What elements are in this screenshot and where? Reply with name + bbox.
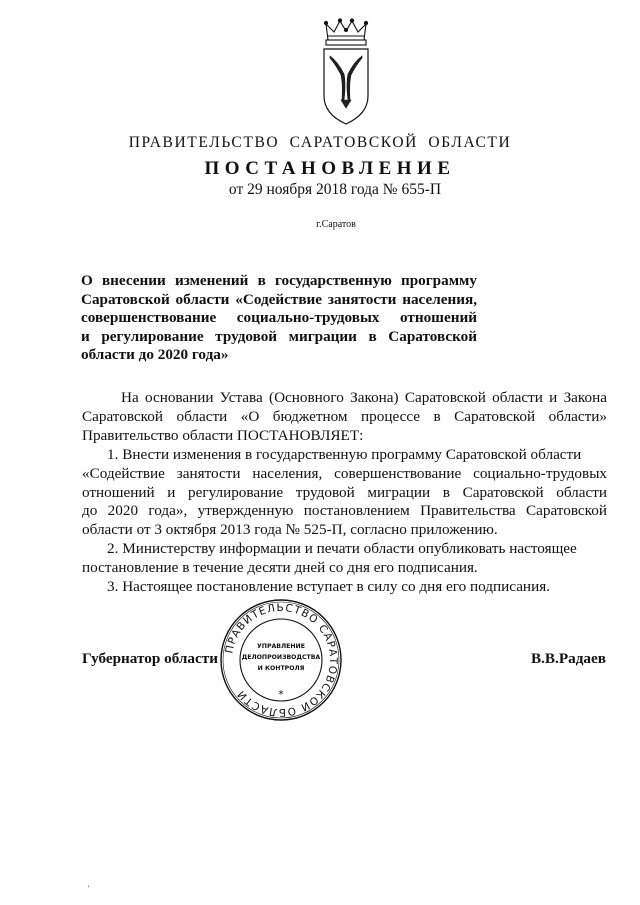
seal-inner-line: УПРАВЛЕНИЕ [257, 643, 305, 650]
seal-star: * [278, 688, 284, 701]
title-line: области до 2020 года» [81, 346, 229, 364]
body-line: 3. Настоящее постановление вступает в силу со дня его подписания. [107, 578, 550, 596]
decree-title [81, 272, 477, 365]
body-line: отношений и регулирование трудовой миграции в Саратовской области [82, 483, 607, 501]
body-line: Правительство области ПОСТАНОВЛЯЕТ: [82, 426, 364, 444]
coat-of-arms-icon [320, 18, 372, 128]
seal-inner-line: ДЕЛОПРОИЗВОДСТВА [241, 654, 321, 661]
decree-body [82, 389, 607, 597]
title-line: совершенствование социально-трудовых отношений [81, 309, 477, 327]
footer-mark: ' [88, 884, 90, 893]
government-name: ПРАВИТЕЛЬСТВО САРАТОВСКОЙ ОБЛАСТИ [128, 134, 512, 151]
body-line: 2. Министерству информации и печати области опубликовать настоящее [107, 540, 577, 558]
signatory-name: В.В.Радаев [531, 650, 606, 667]
title-line: Саратовской области «Содействие занятости населения, [81, 290, 477, 308]
title-line: О внесении изменений в государственную программу [81, 272, 477, 289]
document-type: ПОСТАНОВЛЕНИЕ [204, 158, 456, 179]
body-line: На основании Устава (Основного Закона) Саратовской области и Закона [121, 389, 607, 406]
body-line: области от 3 октября 2013 года № 525-П, согласно приложению. [82, 521, 498, 539]
decree-date-number: от 29 ноября 2018 года № 655-П [228, 181, 442, 198]
body-line: «Содействие занятости населения, совершенствование социально-трудовых [82, 464, 607, 482]
official-seal-stamp [219, 598, 343, 722]
body-line: Саратовской области «О бюджетном процессе в Саратовской области» [82, 407, 607, 425]
title-line: и регулирование трудовой миграции в Саратовской [81, 327, 477, 345]
body-line: постановление в течение десяти дней со дня его подписания. [82, 559, 478, 577]
seal-inner-line: И КОНТРОЛЯ [257, 665, 305, 672]
seal-ring-text: ПРАВИТЕЛЬСТВО САРАТОВСКОЙ ОБЛАСТИ [223, 601, 340, 719]
body-line: 1. Внести изменения в государственную программу Саратовской области [107, 445, 582, 463]
body-line: до 2020 года», утвержденную постановлением Правительства Саратовской [82, 502, 607, 520]
city-name: г.Саратов [316, 219, 356, 230]
signatory-position: Губернатор области [82, 650, 218, 667]
